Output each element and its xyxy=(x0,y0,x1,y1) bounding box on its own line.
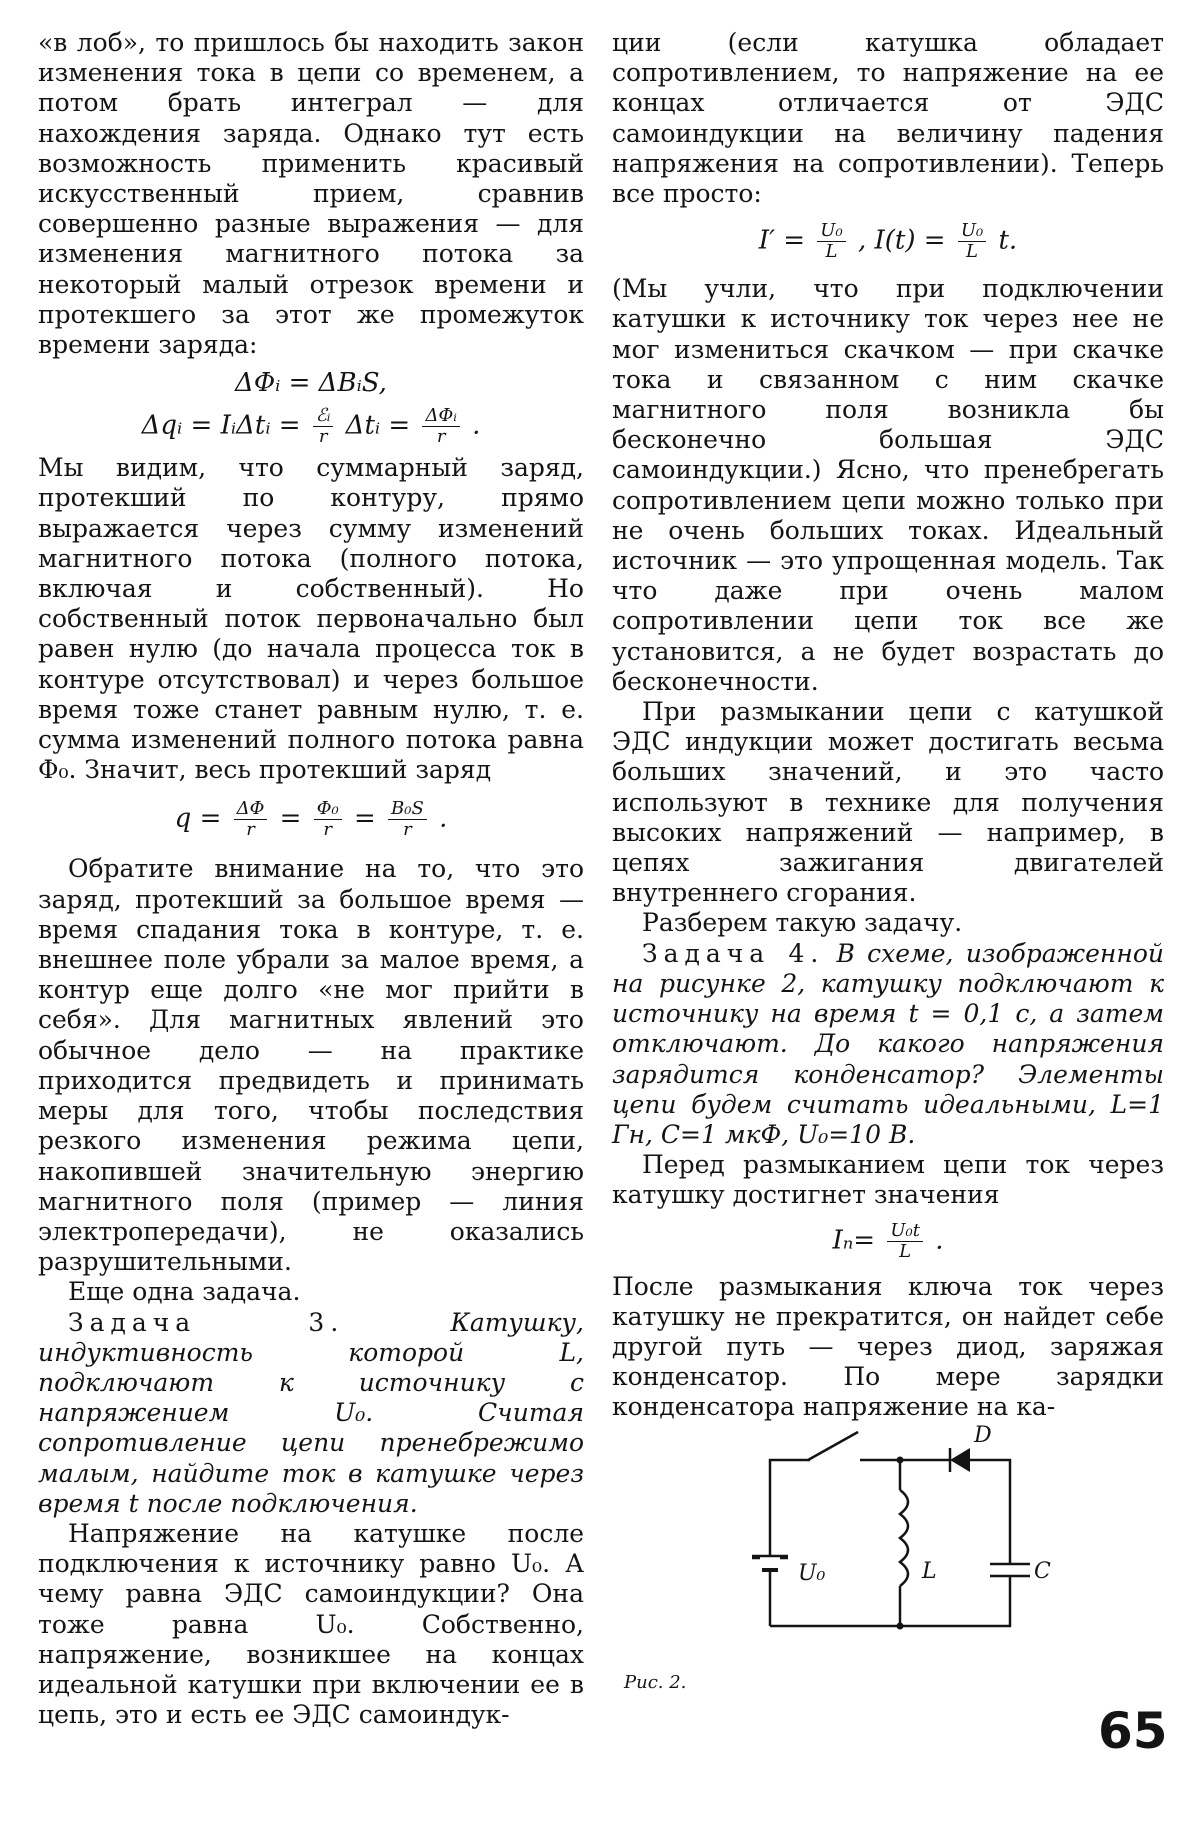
fraction-denominator: L xyxy=(966,241,978,263)
node-top xyxy=(897,1457,904,1464)
left-paragraph-2: Мы видим, что суммарный заряд, протекший по контуру, прямо выражается через сумму изменений магнитного потока (полного потока, включая и собственный). Но собственный поток первоначально был равен нулю (до начала процесса ток в контуре отсутствовал) и через большое время тоже станет равным нулю, т. е. сумма изменений полного потока равна Φ₀. Значит, весь протекший заряд xyxy=(38,453,584,785)
left-problem-3 xyxy=(38,1308,584,1519)
fraction-denominator: r xyxy=(403,819,412,841)
problem-4-label: Задача 4. xyxy=(642,938,825,968)
formula-current-before-break xyxy=(612,1221,1164,1262)
fraction-denominator: r xyxy=(436,426,446,448)
label-c: C xyxy=(1034,1559,1051,1584)
left-column xyxy=(38,28,584,1730)
wire-left-top xyxy=(770,1460,810,1626)
right-paragraph-6: Перед размыканием цепи ток через катушку достигнет значения xyxy=(612,1150,1164,1210)
fraction-flux-over-r xyxy=(422,406,459,447)
problem-4-text: В схеме, изображенной на рисунке 2, катушку подключают к источнику на время t = 0,1 с, а затем отключают. До какого напряжения зарядится конденсатор? Элементы цепи будем считать идеальными, L=1 Гн, C=1 мкФ, U₀=10 В. xyxy=(612,938,1164,1149)
formula-equals: = xyxy=(279,803,302,834)
fraction-u0-over-l xyxy=(958,221,986,262)
label-u0: U₀ xyxy=(798,1561,826,1586)
right-paragraph-3: При размыкании цепи с катушкой ЭДС индукции может достигать весьма больших значений, и это часто используют в технике для получения высоких напряжений — например, в цепях зажигания двигателей внутреннего сгорания. xyxy=(612,697,1164,908)
fraction-numerator: ΔΦ xyxy=(234,799,268,820)
fraction-u0t-over-l xyxy=(887,1221,923,1262)
left-paragraph-4: Еще одна задача. xyxy=(68,1277,301,1307)
fraction-numerator: U₀ xyxy=(958,221,986,242)
page-number: 65 xyxy=(1098,1702,1168,1760)
fraction-flux0-over-r xyxy=(314,799,342,840)
left-paragraph-6: Напряжение на катушке после подключения к источнику равно U₀. А чему равна ЭДС самоиндукции? Она тоже равна U₀. Собственно, напряжение, возникшее на концах идеальной катушки при включении ее в цепь, это и есть ее ЭДС самоиндук- xyxy=(38,1518,584,1730)
fraction-denominator: r xyxy=(246,819,255,841)
inductor-icon xyxy=(900,1490,908,1586)
formula-charge-mid: Δtᵢ = xyxy=(345,410,411,441)
diode-icon xyxy=(950,1448,970,1472)
formula-total-charge xyxy=(38,799,584,840)
formula-current-end: t. xyxy=(998,225,1018,256)
fraction-denominator: r xyxy=(323,819,333,841)
switch-icon xyxy=(808,1432,858,1460)
fraction-denominator: r xyxy=(318,426,328,448)
formula-break-lhs: Iₙ= xyxy=(832,1225,876,1256)
fraction-b0s-over-r xyxy=(388,799,427,840)
right-column xyxy=(612,28,1164,1423)
circuit-diagram xyxy=(700,1410,1060,1670)
figure-caption: Рис. 2. xyxy=(624,1672,687,1693)
formula-flux: ΔΦᵢ = ΔBᵢS, xyxy=(235,368,387,399)
fraction-numerator: U₀t xyxy=(887,1221,923,1242)
fraction-dflux-over-r xyxy=(234,799,268,840)
formula-charge-end: . xyxy=(472,410,481,441)
formula-current-mid: , I(t) = xyxy=(857,225,946,256)
right-paragraph-4: Разберем такую задачу. xyxy=(642,908,963,938)
right-paragraph-7: После размыкания ключа ток через катушку не прекратится, он найдет себе другой путь — через диод, заряжая конденсатор. По мере зарядки конденсатора напряжение на ка- xyxy=(612,1271,1164,1422)
label-l: L xyxy=(922,1559,937,1584)
battery-gap xyxy=(760,1556,780,1568)
label-d: D xyxy=(974,1423,992,1448)
formula-total-end: . xyxy=(439,803,448,834)
right-problem-4 xyxy=(612,939,1164,1150)
formula-break-end: . xyxy=(935,1225,944,1256)
fraction-numerator: Φ₀ xyxy=(314,799,342,820)
fraction-u0-over-l xyxy=(817,221,845,262)
formula-charge-increment xyxy=(38,406,584,447)
fraction-numerator: B₀S xyxy=(388,799,427,820)
fraction-numerator: U₀ xyxy=(817,221,845,242)
formula-total-lhs: q = xyxy=(174,803,222,834)
fraction-emf-over-r xyxy=(313,406,334,447)
right-paragraph-1: ции (если катушка обладает сопротивлением, то напряжение на ее концах отличается от ЭДС самоиндукции на величину падения напряжения на сопротивлении). Теперь все просто: xyxy=(612,28,1164,209)
left-paragraph-1: «в лоб», то пришлось бы находить закон изменения тока в цепи со временем, а потом брать интеграл — для нахождения заряда. Однако тут есть возможность применить красивый искусственный прием, сравнив совершенно разные выражения — для изменения магнитного потока за некоторый малый отрезок времени и протекшего за этот же промежуток времени заряда: xyxy=(38,28,584,360)
left-paragraph-3: Обратите внимание на то, что это заряд, протекший за большое время — время спадания тока в контуре, т. е. внешнее поле убрали за малое время, а контур еще долго «не мог прийти в себя». Для магнитных явлений это обычное дело — на практике приходится предвидеть и принимать меры для того, чтобы последствия резкого изменения режима цепи, накопившей значительную энергию магнитного поля (пример — линия электропередачи), не оказались разрушительными. xyxy=(38,854,584,1277)
node-bottom xyxy=(897,1623,904,1630)
formula-equals: = xyxy=(353,803,376,834)
fraction-denominator: L xyxy=(899,1240,912,1262)
problem-3-label: Задача 3. xyxy=(68,1307,345,1337)
formula-current-a: I′ = xyxy=(758,225,806,256)
fraction-numerator: ℰᵢ xyxy=(313,406,334,427)
fraction-denominator: L xyxy=(825,241,838,263)
right-paragraph-2: (Мы учли, что при подключении катушки к источнику ток через нее не мог измениться скачком — при скачке тока и связанном с ним скачке магнитного поля возникла бы бесконечно большая ЭДС самоиндукции.) Ясно, что пренебрегать сопротивлением цепи можно только при не очень больших токах. Идеальный источник — это упрощенная модель. Так что даже при очень малом сопротивлении цепи ток все же установится, а не будет возрастать до бесконечности. xyxy=(612,274,1164,696)
fraction-numerator: ΔΦᵢ xyxy=(422,406,459,427)
formula-current xyxy=(612,221,1164,262)
formula-charge-lhs: Δqᵢ = IᵢΔtᵢ = xyxy=(141,410,301,441)
wire-diode-to-capacitor xyxy=(970,1460,1010,1564)
problem-3-text: Катушку, индуктивность которой L, подключают к источнику с напряжением U₀. Считая сопротивление цепи пренебрежимо малым, найдите ток в катушке через время t после подключения. xyxy=(38,1307,584,1518)
